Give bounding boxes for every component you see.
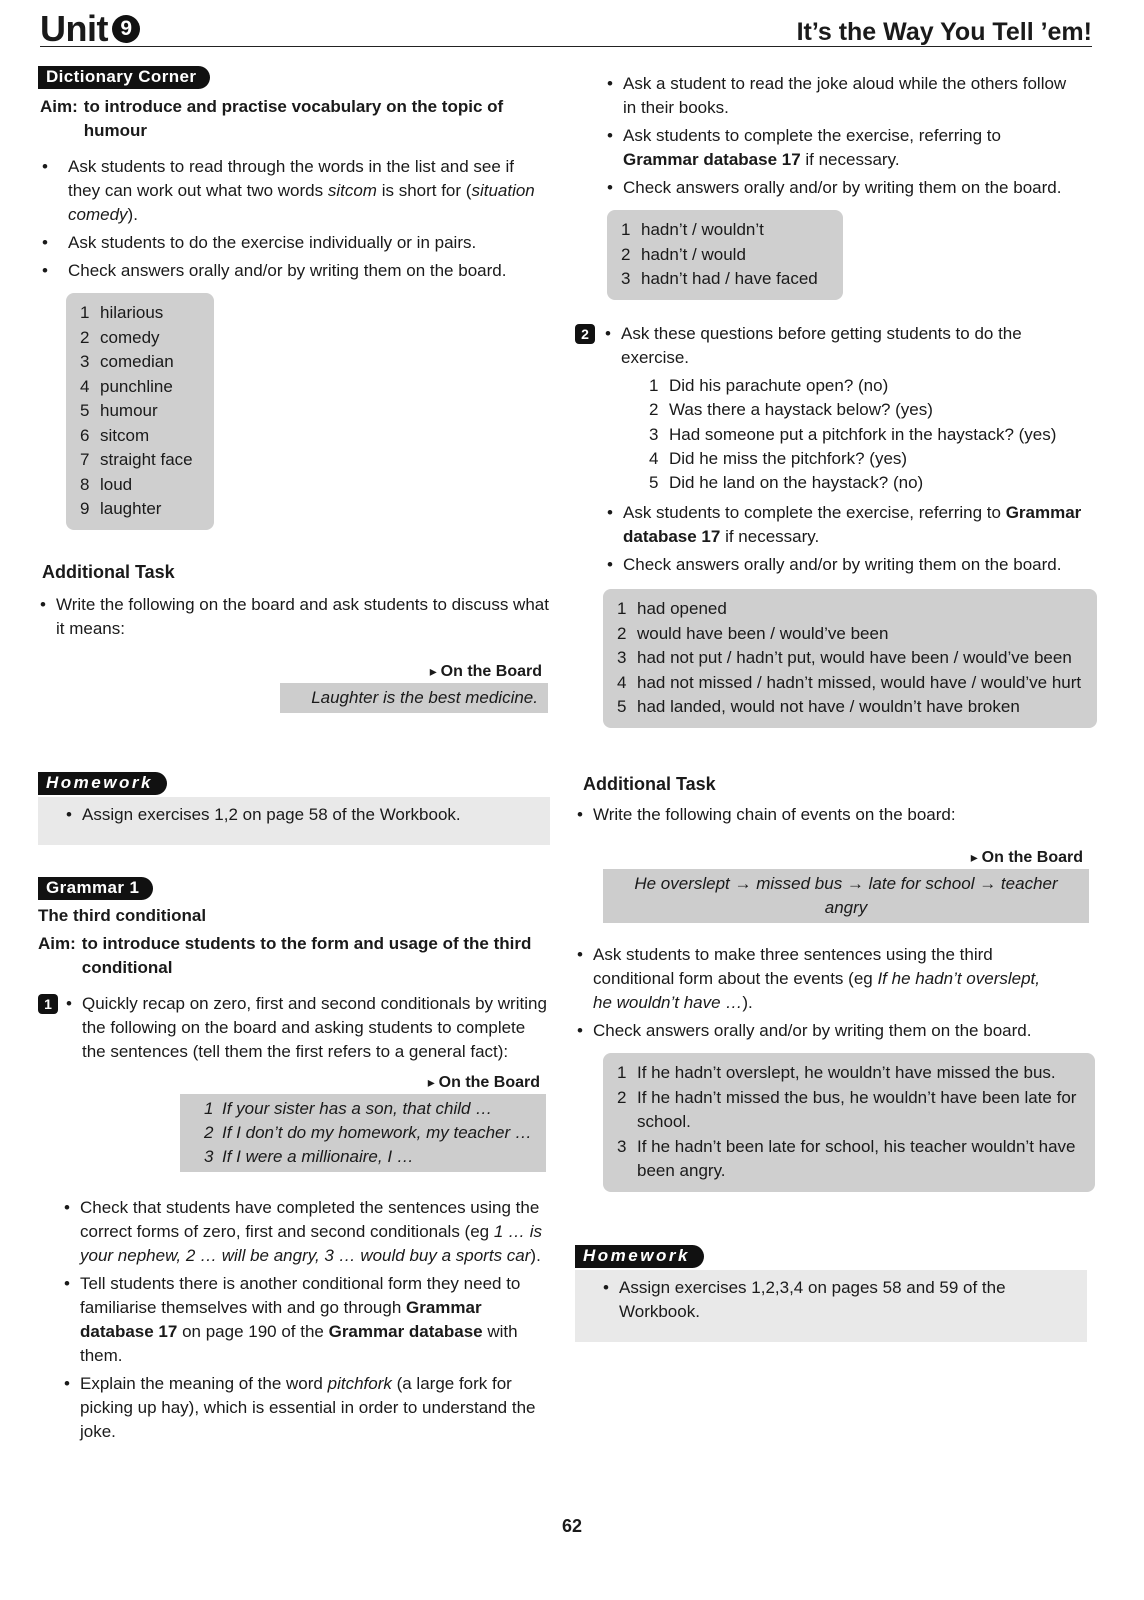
answer-row xyxy=(80,350,200,375)
item-text: had opened xyxy=(637,599,727,619)
on-the-board-2 xyxy=(180,1074,546,1172)
item-number: 4 xyxy=(80,376,90,396)
list-item: • Ask students to read through the words in the list and see if they can work out what two words sitcom is short for (situation comedy). xyxy=(38,155,550,227)
answer-row xyxy=(617,622,1083,647)
item-text: If he hadn’t been late for school, his teacher wouldn’t have been angry. xyxy=(637,1136,1076,1180)
item-text: had not put / hadn’t put, would have been / would’ve been xyxy=(637,648,1072,668)
item-number: 8 xyxy=(80,474,90,494)
item-number: 9 xyxy=(80,499,90,518)
dictionary-corner-label: Dictionary Corner xyxy=(38,66,210,89)
answer-row xyxy=(617,1135,1081,1184)
answer-row xyxy=(80,424,200,449)
answer-row xyxy=(617,1086,1081,1135)
item-text: hadn’t / would xyxy=(641,244,746,264)
item-text: straight face xyxy=(100,450,193,469)
answer-row xyxy=(80,473,200,498)
additional-task-bullets xyxy=(38,593,550,641)
answer-row xyxy=(80,399,200,424)
page-header xyxy=(40,6,1092,47)
item-text: comedian xyxy=(100,352,174,371)
answer-row xyxy=(617,1061,1081,1086)
board-sentence xyxy=(204,1121,536,1145)
dictionary-corner-aim xyxy=(38,95,550,143)
additional-task-heading: Additional Task xyxy=(42,562,175,582)
homework-box xyxy=(38,797,550,845)
on-the-board-label: ▸ On the Board xyxy=(180,1074,546,1092)
item-number: 5 xyxy=(649,473,659,493)
homework-label: Homework xyxy=(575,1245,704,1268)
item-number: 4 xyxy=(617,672,627,692)
list-item: • Check answers orally and/or by writing them on the board. xyxy=(38,259,550,283)
exercise-2-questions xyxy=(649,374,1097,495)
board-sentence xyxy=(204,1097,536,1121)
dictionary-corner-answer-key xyxy=(66,293,214,530)
answer-row xyxy=(617,646,1083,671)
list-item: • Check answers orally and/or by writing them on the board. xyxy=(605,553,1085,577)
item-number: 5 xyxy=(80,401,90,420)
item-number: 1 xyxy=(80,303,90,322)
list-item: • Check answers orally and/or by writing them on the board. xyxy=(575,1019,1045,1043)
item-number: 3 xyxy=(617,1136,627,1156)
on-the-board-label: ▸ On the Board xyxy=(280,663,548,681)
page-number: 62 xyxy=(561,1516,583,1536)
board-sentence xyxy=(204,1145,536,1169)
answer-row xyxy=(80,448,200,473)
list-item: • Check that students have completed the sentences using the correct forms of zero, first and second conditionals (eg 1 … is your nephew, 2 … will be angry, 3 … would buy a sports car). xyxy=(62,1196,550,1268)
item-text: Did his parachute open? (no) xyxy=(669,376,889,395)
list-item: • Assign exercises 1,2 on page 58 of the Workbook. xyxy=(64,803,540,827)
grammar-aim xyxy=(38,932,550,980)
list-item: • Ask a student to read the joke aloud while the others follow in their books. xyxy=(605,72,1075,120)
item-number: 1 xyxy=(204,1099,214,1118)
item-text: If he hadn’t missed the bus, he wouldn’t have been late for school. xyxy=(637,1087,1077,1131)
answer-row xyxy=(617,695,1083,720)
exercise-2-bullets xyxy=(605,501,1085,577)
list-item: • Tell students there is another conditional form they need to familiarise themselves with and go through Grammar database 17 on page 190 of the Grammar database with them. xyxy=(62,1272,550,1368)
item-number: 1 xyxy=(621,220,631,239)
dictionary-corner-section xyxy=(38,66,550,530)
question-row xyxy=(649,471,1097,495)
exercise-1-row xyxy=(38,992,550,1068)
aim-text: to introduce students to the form and usage of the third conditional xyxy=(81,934,532,977)
item-text: If I were a millionaire, I … xyxy=(222,1147,414,1166)
answer-row xyxy=(621,243,829,268)
question-row xyxy=(649,447,1097,471)
item-text: had not missed / hadn’t missed, would have / would’ve hurt xyxy=(637,672,1082,692)
on-the-board-1 xyxy=(280,663,548,713)
unit-label: Unit xyxy=(40,8,108,49)
additional-task-2-bullet xyxy=(575,803,1097,827)
item-text: sitcom xyxy=(100,425,150,445)
item-number: 3 xyxy=(80,352,90,371)
exercise-2-answer-key xyxy=(603,589,1097,728)
item-number: 2 xyxy=(617,1087,627,1107)
item-text: comedy xyxy=(100,327,160,347)
item-number: 2 xyxy=(80,327,90,347)
item-number: 6 xyxy=(80,425,90,445)
item-number: 1 xyxy=(617,1063,627,1082)
item-number: 4 xyxy=(649,448,659,468)
homework-label: Homework xyxy=(38,772,167,795)
unit-number-badge: 9 xyxy=(112,15,140,43)
item-text: hadn’t / wouldn’t xyxy=(641,220,764,239)
item-text: Did he land on the haystack? (no) xyxy=(669,473,924,493)
list-item: • Write the following chain of events on the board: xyxy=(575,803,1097,827)
list-item: • Ask students to do the exercise individually or in pairs. xyxy=(38,231,550,255)
aim-text: to introduce and practise vocabulary on the topic of humour xyxy=(83,97,504,140)
on-the-board-3 xyxy=(603,849,1089,923)
homework-1-section xyxy=(38,772,550,845)
item-number: 3 xyxy=(617,648,627,668)
additional-task-2-answer-key xyxy=(603,1053,1095,1192)
item-text: If he hadn’t overslept, he wouldn’t have missed the bus. xyxy=(637,1063,1056,1082)
on-the-board-text: Laughter is the best medicine. xyxy=(280,683,548,713)
exercise-2-number: 2 xyxy=(575,324,595,344)
item-text: hadn’t had / have faced xyxy=(641,269,818,288)
joke-bullets xyxy=(605,72,1075,200)
question-row xyxy=(649,374,1097,398)
grammar-subtitle: The third conditional xyxy=(38,906,207,925)
list-item: • Assign exercises 1,2,3,4 on pages 58 and 59 of the Workbook. xyxy=(601,1276,1021,1324)
item-text: Did he miss the pitchfork? (yes) xyxy=(669,448,908,468)
additional-task-heading: Additional Task xyxy=(583,774,716,794)
on-the-board-label: ▸ On the Board xyxy=(603,849,1089,867)
answer-row xyxy=(621,267,829,292)
item-number: 3 xyxy=(649,424,659,444)
item-number: 1 xyxy=(617,599,627,619)
on-the-board-sentences xyxy=(180,1094,546,1172)
right-top-answer-key xyxy=(607,210,843,300)
aim-label: Aim: xyxy=(40,97,78,116)
item-text: If I don’t do my homework, my teacher … xyxy=(222,1123,532,1142)
item-text: punchline xyxy=(100,376,173,396)
additional-task-2-bullets xyxy=(575,943,1045,1043)
answer-row xyxy=(80,375,200,400)
item-text: would have been / would’ve been xyxy=(637,623,889,643)
exercise-2-section xyxy=(575,322,1097,728)
item-number: 5 xyxy=(617,697,627,717)
item-number: 2 xyxy=(649,400,659,420)
item-text: Had someone put a pitchfork in the haystack? (yes) xyxy=(669,424,1057,444)
item-text: had landed, would not have / wouldn’t have broken xyxy=(637,697,1020,717)
question-row xyxy=(649,398,1097,422)
list-item: • Ask students to complete the exercise, referring to Grammar database 17 if necessary. xyxy=(605,501,1085,549)
item-text: If your sister has a son, that child … xyxy=(222,1099,493,1118)
answer-row xyxy=(621,218,829,243)
answer-row xyxy=(80,497,200,522)
list-item: • Ask students to make three sentences using the third conditional form about the events (eg If he hadn’t overslept, he wouldn’t have …). xyxy=(575,943,1045,1015)
item-text: laughter xyxy=(100,499,162,518)
list-item: • Explain the meaning of the word pitchfork (a large fork for picking up hay), which is essential in order to understand the joke. xyxy=(62,1372,550,1444)
page-heading: It’s the Way You Tell ’em! xyxy=(796,18,1092,46)
homework-box xyxy=(575,1270,1087,1342)
unit-title xyxy=(40,8,140,50)
item-number: 7 xyxy=(80,450,90,469)
on-the-board-text: He overslept → missed bus → late for school → teacher angry xyxy=(603,869,1089,923)
item-number: 3 xyxy=(621,269,631,288)
dictionary-corner-bullets xyxy=(38,155,550,283)
grammar-label: Grammar 1 xyxy=(38,877,153,900)
item-text: Was there a haystack below? (yes) xyxy=(669,400,933,420)
list-item: • Ask these questions before getting students to do the exercise. xyxy=(603,322,1073,370)
answer-row xyxy=(617,671,1083,696)
answer-row xyxy=(80,301,200,326)
list-item: • Check answers orally and/or by writing them on the board. xyxy=(605,176,1075,200)
list-item: • Write the following on the board and ask students to discuss what it means: xyxy=(38,593,550,641)
item-number: 1 xyxy=(649,376,659,395)
grammar-bullets xyxy=(62,1196,550,1444)
additional-task-2 xyxy=(575,774,1097,1192)
list-item: • Ask students to complete the exercise, referring to Grammar database 17 if necessary. xyxy=(605,124,1075,172)
item-text: humour xyxy=(100,401,158,420)
item-number: 3 xyxy=(204,1147,214,1166)
answer-row xyxy=(617,597,1083,622)
item-number: 2 xyxy=(204,1123,214,1142)
item-number: 2 xyxy=(621,244,631,264)
grammar-1-section xyxy=(38,877,550,1448)
answer-row xyxy=(80,326,200,351)
question-row xyxy=(649,423,1097,447)
item-text: hilarious xyxy=(100,303,164,322)
right-top-section xyxy=(575,72,1097,300)
homework-2-section xyxy=(575,1245,1097,1342)
aim-label: Aim: xyxy=(38,934,76,953)
item-number: 2 xyxy=(617,623,627,643)
list-item: • Quickly recap on zero, first and second conditionals by writing the following on the board and asking students to complete the sentences (tell them the first refers to a general fact): xyxy=(64,992,550,1064)
item-text: loud xyxy=(100,474,133,494)
exercise-2-row xyxy=(575,322,1097,374)
exercise-1-number: 1 xyxy=(38,994,58,1014)
additional-task-1 xyxy=(38,562,550,713)
